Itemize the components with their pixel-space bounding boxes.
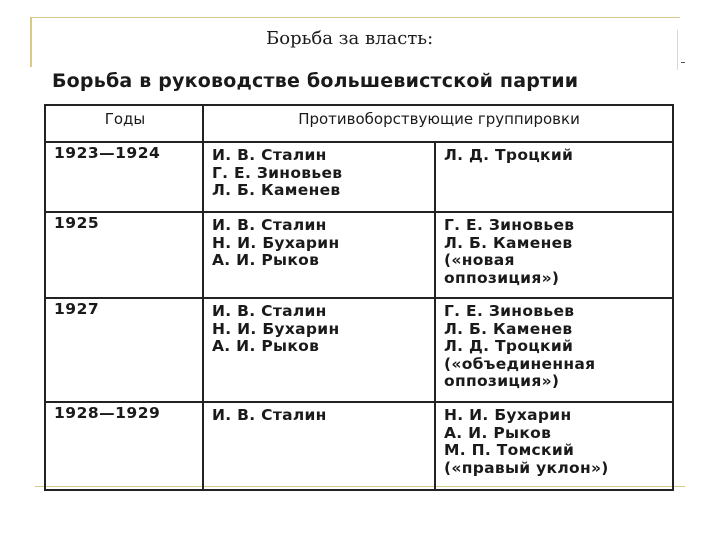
group-label: оппозиция») (444, 268, 560, 287)
decorative-top-rule (30, 17, 680, 18)
group-b-cell (435, 298, 673, 402)
struggle-table (44, 104, 674, 491)
member-name: Г. Е. Зиновьев (212, 163, 343, 182)
member-name: Л. Б. Каменев (444, 233, 573, 252)
year-cell: 1925 (45, 212, 203, 298)
table-header-row (45, 105, 673, 142)
member-name: Л. Д. Троцкий (444, 337, 574, 355)
group-b-cell (435, 212, 673, 298)
member-name: Г. Е. Зиновьев (444, 302, 575, 320)
member-name: И. В. Сталин (212, 216, 327, 234)
group-label: оппозиция») (444, 372, 560, 390)
member-name: И. В. Сталин (212, 302, 327, 320)
member-name: Л. Б. Каменев (444, 319, 573, 338)
group-b-cell (435, 142, 673, 212)
slide-title: Борьба за власть: (266, 28, 434, 49)
group-label: («объединенная (444, 354, 596, 373)
year-cell: 1927 (45, 298, 203, 402)
table-row (45, 142, 673, 212)
member-name: Н. И. Бухарин (444, 406, 572, 424)
group-a-cell (203, 402, 435, 490)
decorative-dash (681, 62, 685, 63)
table-heading: Борьба в руководстве большевистской партии (52, 70, 579, 92)
member-name: А. И. Рыков (444, 423, 552, 442)
group-a-cell (203, 212, 435, 298)
table-row (45, 212, 673, 298)
column-header-years: Годы (45, 105, 203, 142)
group-a-cell (203, 142, 435, 212)
group-a-cell (203, 298, 435, 402)
member-name: А. И. Рыков (212, 337, 320, 355)
column-header-groups: Противоборствующие группировки (203, 105, 673, 142)
member-name: Н. И. Бухарин (212, 233, 340, 252)
scanned-table-document (44, 66, 672, 478)
table-row (45, 402, 673, 490)
decorative-right-rule (677, 30, 678, 70)
member-name: Н. И. Бухарин (212, 319, 340, 338)
table-row (45, 298, 673, 402)
member-name: А. И. Рыков (212, 251, 320, 269)
group-b-cell (435, 402, 673, 490)
member-name: М. П. Томский (444, 441, 575, 459)
member-name: Г. Е. Зиновьев (444, 216, 575, 234)
member-name: И. В. Сталин (212, 146, 327, 164)
member-name: Л. Д. Троцкий (444, 146, 574, 164)
year-cell: 1928—1929 (45, 402, 203, 490)
year-cell: 1923—1924 (45, 142, 203, 212)
member-name: Л. Б. Каменев (212, 181, 341, 199)
group-label: («новая (444, 251, 515, 269)
decorative-left-rule (30, 17, 32, 67)
member-name: И. В. Сталин (212, 406, 327, 424)
group-label: («правый уклон») (444, 458, 609, 477)
